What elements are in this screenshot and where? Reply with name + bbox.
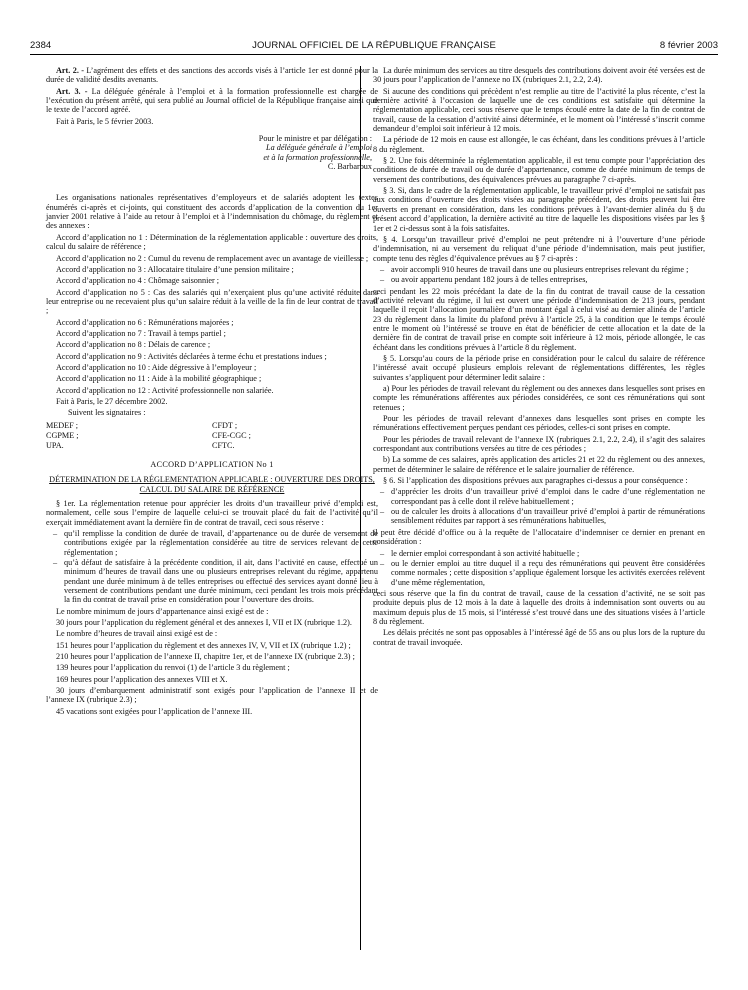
journal-title: JOURNAL OFFICIEL DE LA RÉPUBLIQUE FRANÇAISE — [252, 40, 496, 51]
hours-item: 151 heures pour l’application du règlement et des annexes IV, V, VII et IX (rubrique 1.2) ; — [56, 640, 351, 650]
hours-item: 45 vacations sont exigées pour l’application de l’annexe III. — [56, 706, 253, 716]
signatory: CFDT ; — [212, 420, 238, 430]
section-4-item: – avoir accompli 910 heures de travail dans une ou plusieurs entreprises relevant du régime ; — [391, 265, 705, 274]
accord-item: Accord d’application no 4 : Chômage saisonnier ; — [56, 276, 220, 286]
right-column — [373, 66, 705, 649]
signature-line-1: Pour le ministre et par délégation : — [258, 134, 372, 144]
section-1-item: – qu’il remplisse la condition de durée de travail, d’appartenance ou de durée de versement de contributions exigée par la réglementation considérée au titre de services relevant de cette réglementation ; — [64, 529, 378, 557]
section-6-item: – ou de calculer les droits à allocations d’un travailleur privé d’emploi à partir de rémunérations sensiblement réduites par rapport à ses rémunérations habituelles, — [391, 507, 705, 526]
hours-item: 30 jours d’embarquement administratif sont exigés pour l’application de l’annexe II et de l’annexe IX (rubrique 2.3) ; — [46, 686, 378, 705]
done-at: Fait à Paris, le 5 février 2003. — [56, 116, 154, 126]
section-4-item: – ou avoir appartenu pendant 182 jours à de telles entreprises, — [391, 275, 705, 284]
accord-item: Accord d’application no 5 : Cas des salariés qui n’exerçaient plus qu’une activité réduite dans leur entreprise ou ne recevaient plus qu’un salaire réduit à la veille de la fin de leur contrat de travail ; — [46, 287, 378, 316]
right-paragraph-1: La durée minimum des services au titre desquels des contributions doivent avoir été versées est de 30 jours pour l’application de l’annexe no IX (rubriques 2.1, 2.2, 2.4). — [373, 66, 705, 85]
accord-item: Accord d’application no 12 : Activité professionnelle non salariée. — [56, 385, 274, 395]
intro-paragraph: Les organisations nationales représentatives d’employeurs et de salariés adoptent les textes énumérés ci-après et ci-joints, qui constituent des accords d’application de la convention du 1er janvier 2001 relative à l’aide au retour à l’emploi et à l’indemnisation du chômage, du règlement et des annexes : — [46, 193, 378, 231]
section-1-item: – qu’à défaut de satisfaire à la précédente condition, il ait, dans l’activité en cause, effectué un minimum d’heures de travail dans une ou plusieurs entreprises relevant du régime, appartenu pendant une durée minimum à de telles entreprises ou effectué des services ayant donné lieu à versement de contributions pendant une durée minimum, ceci pendant les trois mois précédant la fin du contrat de travail prise en considération pour l’ouverture des droits. — [64, 558, 378, 605]
section-5-b: b) La somme de ces salaires, après application des articles 21 et 22 du règlement ou des annexes, permet de déterminer le salaire de référence et le salaire journalier de référence. — [373, 455, 705, 474]
article-2-label: Art. 2. - — [56, 66, 84, 75]
section-3: § 3. Si, dans le cadre de la réglementation applicable, le travailleur privé d’emploi ne satisfait pas aux conditions d’ouverture des droits visées au paragraphe précédent, des droits peuvent lui être ouverts en prenant en considération, dans les conditions prévues à l’avant-dernier alinéa du § du présent accord d’application, la dernière activité au titre de laquelle les dispositions visées par les § 1er et 2 ci-dessus sont à la fois satisfaites. — [373, 186, 705, 233]
section-4-continued: ceci pendant les 22 mois précédant la date de la fin du contrat de travail cause de la cessation d’activité relevant du régime, il lui est ouvert une période d’indemnisation de 213 jours, pendant laquelle il reçoit l’allocation journalière d’un montant égal à celui visé au dernier alinéa de l’article 23 du règlement dans la limite du plafond prévu à l’article 25, à la condition que le temps écoulé entre le moment où l’intéressé se trouve en état de bénéficier de cette allocation et la date de la dernière fin de contrat de travail prise en compte soit inférieure à 12 mois, période allongée, le cas échéant dans les conditions prévues à l’article 8 du règlement. — [373, 286, 705, 352]
signatory: UPA. — [46, 441, 64, 451]
signature-name: C. Barbaroux — [327, 162, 372, 172]
signatory: CFE-CGC ; — [212, 431, 251, 441]
left-column — [46, 66, 378, 718]
article-3-text: La déléguée générale à l’emploi et à la formation professionnelle est chargée de l’exécution du présent arrêté, qui sera publié au Journal officiel de la République française ainsi que le texte de l’accord agréé. — [46, 86, 378, 115]
accord-subtitle: DÉTERMINATION DE LA RÉGLEMENTATION APPLICABLE : OUVERTURE DES DROITS, CALCUL DU SALAIRE DE RÉFÉRENCE — [49, 475, 375, 494]
section-6-last: Les délais précités ne sont pas opposables à l’intéressé âgé de 55 ans ou plus lors de la rupture du contrat de travail invoquée. — [373, 628, 705, 647]
section-1: § 1er. La réglementation retenue pour apprécier les droits d’un travailleur privé d’emploi est, normalement, celle sous l’empire de laquelle celui-ci se trouvait placé du fait de l’activité qu’il exerçait immédiatement avant la dernière fin de contrat de travail, ceci sous réserve : — [46, 498, 378, 527]
hours-item: 169 heures pour l’application des annexes VIII et X. — [56, 674, 228, 684]
section-4: § 4. Lorsqu’un travailleur privé d’emploi ne peut prétendre ni à l’ouverture d’une période d’indemnisation, ni au versement du reliquat d’une période d’indemnisation, mais peut justifier, compte tenu des règles d’équivalence prévues au § 7 ci-après : — [373, 234, 705, 263]
article-3-label: Art. 3. - — [56, 86, 88, 96]
accord-item: Accord d’application no 1 : Détermination de la réglementation applicable : ouverture des droits, calcul du salaire de référence ; — [46, 232, 378, 252]
right-paragraph-2: Si aucune des conditions qui précèdent n’est remplie au titre de l’activité la plus récente, c’est la dernière activité à l’occasion de laquelle une de ces conditions est satisfaite qui détermine la réglementation applicable, ceci sous réserve que le temps écoulé entre la date de la fin de contrat de travail, cause de la cessation d’activité ainsi déterminée, et le moment où l’intéressé s’inscrit comme demandeur d’emploi soit inférieur à 12 mois. — [373, 86, 705, 134]
section-6-list — [373, 487, 705, 525]
accord-item: Accord d’application no 8 : Délais de carence ; — [56, 340, 211, 350]
section-6-list-2 — [373, 549, 705, 587]
signatory: MEDEF ; — [46, 420, 79, 430]
article-3 — [46, 87, 378, 115]
accord-item: Accord d’application no 9 : Activités déclarées à terme échu et prestations indues ; — [56, 351, 327, 361]
min-days-intro: Le nombre minimum de jours d’appartenance ainsi exigé est de : — [56, 606, 269, 616]
page-header — [30, 40, 718, 54]
signatory: CGPME ; — [46, 431, 79, 441]
accord-title: ACCORD D’APPLICATION No 1 — [150, 459, 274, 469]
section-5: § 5. Lorsqu’au cours de la période prise en considération pour le calcul du salaire de référence l’intéressé avait occupé plusieurs emplois relevant de réglementations différentes, les règles suivantes s’appliquent pour déterminer ledit salaire : — [373, 353, 705, 382]
section-6-item-2: – ou le dernier emploi au titre duquel il a reçu des rémunérations qui peuvent être considérées comme normales ; cette disposition s’applique également lorsque les activités exercées relèvent d’une même réglementation, — [391, 559, 705, 587]
publication-date: 8 février 2003 — [659, 40, 718, 51]
signature-line-2: La déléguée générale à l’emploi — [266, 143, 372, 153]
signatory-row — [46, 441, 378, 451]
accord-item: Accord d’application no 7 : Travail à temps partiel ; — [56, 328, 226, 338]
signatory: CFTC. — [212, 441, 235, 451]
hours-item: 139 heures pour l’application du renvoi (1) de l’article 3 du règlement ; — [56, 663, 290, 673]
section-5-a: a) Pour les périodes de travail relevant du règlement ou des annexes dans lesquelles sont prises en compte les rémunérations afférentes aux périodes considérées, ce sont ces rémunérations qui sont retenues ; — [373, 384, 705, 412]
accord-item: Accord d’application no 2 : Cumul du revenu de remplacement avec un avantage de vieillesse ; — [56, 253, 369, 263]
hours-intro: Le nombre d’heures de travail ainsi exigé est de : — [56, 629, 218, 639]
accord-item: Accord d’application no 6 : Rémunérations majorées ; — [56, 317, 234, 327]
signature-line-3: et à la formation professionnelle, — [263, 152, 372, 162]
section-6-item-2: – le dernier emploi correspondant à son activité habituelle ; — [391, 549, 705, 558]
accord-item: Accord d’application no 3 : Allocataire titulaire d’une pension militaire ; — [56, 264, 294, 274]
section-6-continued: il peut être décidé d’office ou à la requête de l’allocataire d’indemniser ce dernier en prenant en considération : — [373, 527, 705, 547]
signatory-row — [46, 431, 378, 441]
hours-list — [46, 641, 378, 716]
section-1-list — [46, 529, 378, 605]
signature-line-2-wrap — [46, 143, 378, 152]
done-at-2: Fait à Paris, le 27 décembre 2002. — [56, 396, 168, 406]
accord-item: Accord d’application no 11 : Aide à la mobilité géographique ; — [56, 374, 262, 384]
section-6-item: – d’apprécier les droits d’un travailleur privé d’emploi dans le cadre d’une réglementation ne correspondant pas à celle dont il relève habituellement ; — [391, 487, 705, 506]
signature-line-3-wrap — [46, 153, 378, 162]
header-rule — [30, 54, 718, 55]
section-4-list — [373, 265, 705, 285]
page-number: 2384 — [30, 40, 52, 51]
accord-item: Accord d’application no 10 : Aide dégressive à l’employeur ; — [56, 362, 257, 372]
section-6-continued-2: ceci sous réserve que la fin du contrat de travail, cause de la cessation d’activité, ne se soit pas produite depuis plus de 12 mois à la date à laquelle des droits à indemnisation sont ouverts ou au maximum depuis plus de 15 mois, si l’intéressé s’est trouvé dans une des situations visées à l’article 8 du règlement. — [373, 588, 705, 626]
signatories-table — [46, 421, 378, 452]
article-2 — [46, 66, 378, 85]
hours-item: 210 heures pour l’application de l’annexe II, chapitre 1er, et de l’annexe IX (rubrique 2.3) ; — [56, 652, 355, 662]
section-5-a3: Pour les périodes de travail relevant de l’annexe IX (rubriques 2.1, 2.2, 2.4), il s’agit des salaires correspondant aux contributions versées au titre de ces périodes ; — [373, 434, 705, 454]
right-paragraph-3: La période de 12 mois en cause est allongée, le cas échéant, dans les conditions prévues à l’article 8 du règlement. — [373, 135, 705, 154]
article-2-text: L’agrément des effets et des sanctions des accords visés à l’article 1er est donné pour la durée de validité desdits avenants. — [46, 66, 379, 85]
section-2: § 2. Une fois déterminée la réglementation applicable, il est tenu compte pour l’appréciation des conditions de durée de travail ou de durée d’appartenance, comme de durée minimum de temps de versement des contributions, des équivalences prévues au paragraphe 7 ci-après. — [373, 156, 705, 184]
min-days-value: 30 jours pour l’application du règlement général et des annexes I, VII et IX (rubrique 1.2). — [56, 618, 352, 628]
section-6: § 6. Si l’application des dispositions prévues aux paragraphes ci-dessus a pour conséquence : — [383, 476, 688, 486]
section-5-a2: Pour les périodes de travail relevant d’annexes dans lesquelles sont prises en compte les rémunérations effectivement perçues pendant ces périodes, celles-ci sont prises en compte. — [373, 414, 705, 433]
accords-list — [46, 233, 378, 395]
signatories-label: Suivent les signataires : — [68, 408, 146, 418]
signatory-row — [46, 421, 378, 431]
